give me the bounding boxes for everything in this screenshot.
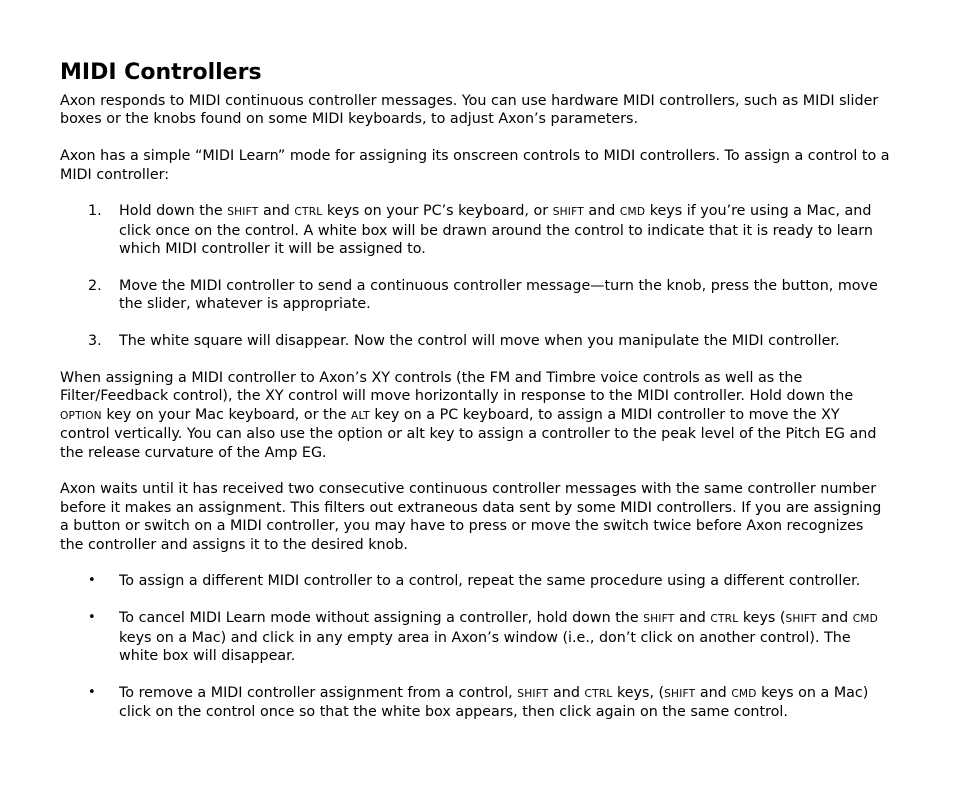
page-title: MIDI Controllers xyxy=(60,60,262,85)
bullet-text: and xyxy=(674,610,711,627)
steps-list xyxy=(60,202,890,350)
bullet-text: keys on a Mac) and click in any empty area in Axon’s window (i.e., don’t click on another control). The white box will disappear. xyxy=(119,629,851,665)
step-text: Move the MIDI controller to send a continuous controller message—turn the knob, press the button, move the slider, whatever is appropriate. xyxy=(119,278,878,313)
key-ctrl: CTRL xyxy=(294,206,323,219)
bullet-icon: • xyxy=(88,610,96,626)
key-ctrl: CTRL xyxy=(710,613,739,626)
consecutive-messages-paragraph: Axon waits until it has received two consecutive continuous controller messages with the same controller number before it makes an assignment. This filters out extraneous data sent by some MIDI controllers. If you are assigning a button or switch on a MIDI controller, you may have to press or move the switch twice before Axon recognizes the controller and assigns it to the desired knob. xyxy=(60,481,882,553)
bullet-text: To cancel MIDI Learn mode without assigning a controller, hold down the xyxy=(119,610,644,627)
step-number: 3. xyxy=(88,333,102,350)
bullet-text: and xyxy=(548,684,585,701)
step-text: keys on your PC’s keyboard, or xyxy=(322,203,553,220)
step-text: Hold down the xyxy=(119,203,228,220)
key-alt: ALT xyxy=(351,409,370,422)
key-ctrl: CTRL xyxy=(584,687,613,700)
step-item-2 xyxy=(60,277,890,314)
bullet-item-1 xyxy=(60,572,890,590)
key-option: OPTION xyxy=(60,409,102,422)
step-text: and xyxy=(583,203,620,220)
tips-list xyxy=(60,572,890,721)
bullet-text: and xyxy=(695,684,732,701)
xy-controls-paragraph xyxy=(60,369,890,462)
step-item-3 xyxy=(60,332,890,350)
step-text: keys if you’re using a Mac, and click once on the control. A white box will be drawn around the control to indicate that it is ready to learn which MIDI controller it will be assigned to. xyxy=(119,203,873,258)
key-shift: SHIFT xyxy=(785,613,817,626)
key-shift: SHIFT xyxy=(227,206,259,219)
bullet-text: keys, ( xyxy=(612,684,665,701)
bullet-icon: • xyxy=(88,573,96,589)
step-text: and xyxy=(258,203,295,220)
bullet-icon: • xyxy=(88,684,96,700)
bullet-text: keys ( xyxy=(738,610,786,627)
key-cmd: CMD xyxy=(731,687,757,700)
key-shift: SHIFT xyxy=(517,687,549,700)
intro-paragraph: Axon responds to MIDI continuous controller messages. You can use hardware MIDI controllers, such as MIDI slider boxes or the knobs found on some MIDI keyboards, to adjust Axon’s parameters. xyxy=(60,93,879,128)
key-shift: SHIFT xyxy=(552,206,584,219)
key-cmd: CMD xyxy=(619,206,646,219)
paragraph-text: key on your Mac keyboard, or the xyxy=(101,406,352,423)
bullet-text: and xyxy=(816,610,853,627)
bullet-item-2 xyxy=(60,609,890,665)
bullet-text: To assign a different MIDI controller to a control, repeat the same procedure using a different controller. xyxy=(119,573,861,590)
key-cmd: CMD xyxy=(852,613,878,626)
document-body xyxy=(60,58,890,740)
midi-learn-paragraph: Axon has a simple “MIDI Learn” mode for assigning its onscreen controls to MIDI controllers. To assign a control to a MIDI controller: xyxy=(60,148,890,183)
bullet-text: keys on a Mac) click on the control once so that the white box appears, then click again on the same control. xyxy=(119,684,869,721)
step-text: The white square will disappear. Now the control will move when you manipulate the MIDI controller. xyxy=(119,333,840,350)
key-shift: SHIFT xyxy=(643,613,675,626)
paragraph-text: key on a PC keyboard, to assign a MIDI controller to move the XY control vertically. You can also use the option or alt key to assign a controller to the peak level of the Pitch EG and the release curvature of the Amp EG. xyxy=(60,406,877,461)
step-item-1 xyxy=(60,202,890,258)
step-number: 2. xyxy=(88,278,102,295)
bullet-text: To remove a MIDI controller assignment from a control, xyxy=(119,684,518,701)
paragraph-text: When assigning a MIDI controller to Axon’s XY controls (the FM and Timbre voice controls as well as the Filter/Feedback control), the XY control will move horizontally in response to the MIDI controller. Hold down the xyxy=(60,370,854,405)
key-shift: SHIFT xyxy=(664,687,696,700)
bullet-item-3 xyxy=(60,684,890,722)
step-number: 1. xyxy=(88,203,102,220)
